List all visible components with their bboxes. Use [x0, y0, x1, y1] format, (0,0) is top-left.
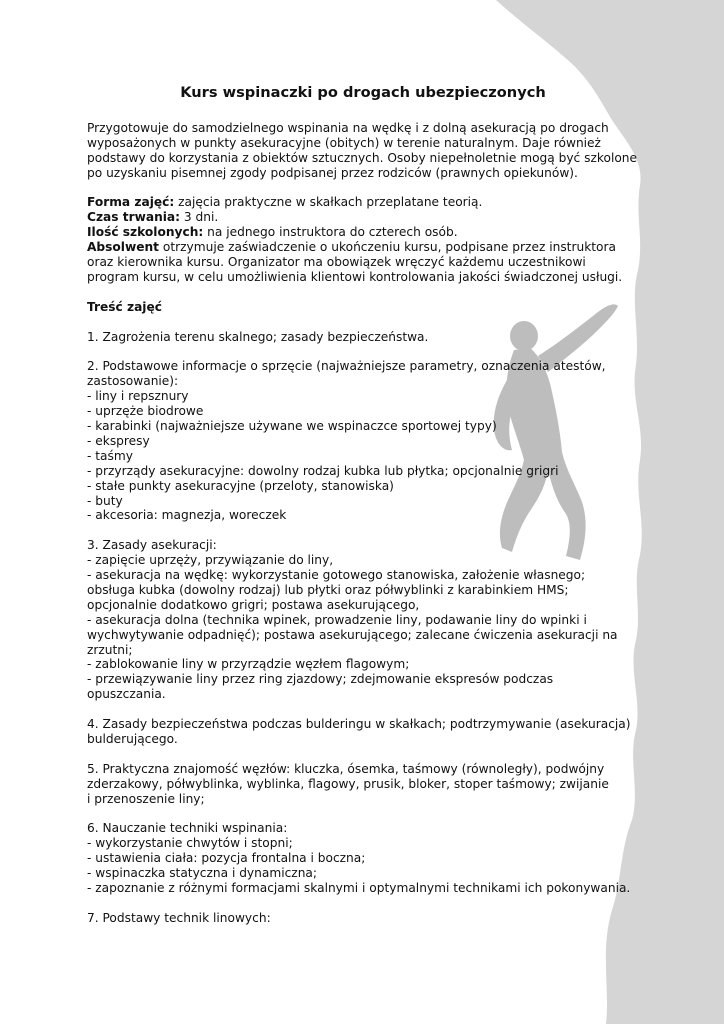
section-2 — [87, 359, 647, 523]
section-line: 7. Podstawy technik linowych: — [87, 910, 271, 925]
section-6 — [87, 821, 647, 896]
section-line: bulderującego. — [87, 731, 178, 746]
intro-line: wyposażonych w punkty asekuracyjne (obitych) w terenie naturalnym. Daje również — [87, 135, 601, 150]
section-line: - karabinki (najważniejsze używane we wspinaczce sportowej typy) — [87, 418, 497, 433]
section-line: - zapięcie uprzęży, przywiązanie do liny, — [87, 553, 334, 568]
section-line: 6. Nauczanie techniki wspinania: — [87, 821, 288, 836]
section-line: opcjonalnie dodatkowo grigri; postawa asekurującego, — [87, 597, 420, 612]
section-5 — [87, 762, 647, 807]
section-line: zderzakowy, półwyblinka, wyblinka, flagowy, prusik, bloker, stoper taśmowy; zwijanie — [87, 776, 609, 791]
absolwent-line: program kursu, w celu umożliwienia klientowi kontrolowania jakości świadczonej usługi. — [87, 269, 623, 284]
intro-paragraph — [87, 121, 647, 181]
section-line: 4. Zasady bezpieczeństwa podczas bulderingu w skałkach; podtrzymywanie (asekuracja) — [87, 717, 631, 732]
section-line: - ustawienia ciała: pozycja frontalna i boczna; — [87, 851, 366, 866]
ilosc-value: na jednego instruktora do czterech osób. — [203, 225, 458, 240]
section-line: obsługa kubka (dowolny rodzaj) lub płytki oraz półwyblinki z karabinkiem HMS; — [87, 582, 569, 597]
course-sections — [87, 330, 647, 926]
section-line: - asekuracja dolna (technika wpinek, prowadzenie liny, podawanie liny do wpinki i — [87, 612, 587, 627]
intro-line: Przygotowuje do samodzielnego wspinania na wędkę i z dolną asekuracją po drogach — [87, 120, 609, 135]
section-4 — [87, 717, 647, 747]
section-line: - zapoznanie z różnymi formacjami skalnymi i optymalnymi technikami ich pokonywania. — [87, 881, 631, 895]
section-line: i przenoszenie liny; — [87, 791, 205, 806]
section-7 — [87, 911, 647, 926]
section-1 — [87, 330, 647, 345]
section-line: - liny i repsznury — [87, 389, 189, 404]
forma-line — [87, 195, 647, 210]
tresc-heading: Treść zajęć — [87, 299, 162, 314]
document-title: Kurs wspinaczki po drogach ubezpieczonych — [180, 84, 546, 101]
intro-line: po uzyskaniu pisemnej zgody podpisanej przez rodziców (prawnych opiekunów). — [87, 165, 578, 180]
forma-label: Forma zajęć: — [87, 195, 175, 210]
section-line: - ekspresy — [87, 433, 150, 448]
section-line: - buty — [87, 493, 123, 508]
czas-value: 3 dni. — [180, 210, 219, 225]
section-line: zrzutni; — [87, 642, 133, 657]
ilosc-line — [87, 225, 647, 240]
section-line: 2. Podstawowe informacje o sprzęcie (najważniejsze parametry, oznaczenia atestów, — [87, 359, 606, 374]
czas-line — [87, 210, 647, 225]
section-line: - asekuracja na wędkę: wykorzystanie gotowego stanowiska, założenie własnego; — [87, 568, 586, 583]
course-details — [87, 195, 647, 284]
section-line: opuszczania. — [87, 687, 166, 702]
absolwent-text: otrzymuje zaświadczenie o ukończeniu kursu, podpisane przez instruktora — [159, 240, 616, 255]
forma-value: zajęcia praktyczne w skałkach przeplatane teorią. — [174, 195, 483, 210]
section-line: - przewiązywanie liny przez ring zjazdowy; zdejmowanie ekspresów podczas — [87, 672, 554, 687]
czas-label: Czas trwania: — [87, 210, 181, 225]
section-line: - zablokowanie liny w przyrządzie węzłem flagowym; — [87, 657, 410, 672]
section-line: - akcesoria: magnezja, woreczek — [87, 508, 287, 523]
section-line: 3. Zasady asekuracji: — [87, 538, 217, 553]
section-line: zastosowanie): — [87, 374, 179, 389]
section-line: - stałe punkty asekuracyjne (przeloty, stanowiska) — [87, 478, 394, 493]
absolwent-line: oraz kierownika kursu. Organizator ma obowiązek wręczyć każdemu uczestnikowi — [87, 255, 586, 270]
section-line: 1. Zagrożenia terenu skalnego; zasady bezpieczeństwa. — [87, 329, 429, 344]
section-3 — [87, 538, 647, 702]
intro-line: podstawy do korzystania z obiektów sztucznych. Osoby niepełnoletnie mogą być szkolone — [87, 150, 638, 165]
absolwent-label: Absolwent — [87, 240, 159, 255]
section-line: - przyrządy asekuracyjne: dowolny rodzaj kubka lub płytka; opcjonalnie grigri — [87, 463, 559, 478]
section-line: - taśmy — [87, 448, 133, 463]
section-line: wychwytywanie odpadnięć); postawa asekurującego; zalecane ćwiczenia asekuracji na — [87, 627, 618, 642]
section-line: - uprzęże biodrowe — [87, 404, 204, 419]
section-line: 5. Praktyczna znajomość węzłów: kluczka, ósemka, taśmowy (równoległy), podwójny — [87, 761, 605, 776]
document-body — [87, 86, 647, 926]
absolwent-line — [87, 240, 647, 255]
ilosc-label: Ilość szkolonych: — [87, 225, 204, 240]
section-line: - wspinaczka statyczna i dynamiczna; — [87, 866, 317, 881]
section-line: - wykorzystanie chwytów i stopni; — [87, 836, 293, 851]
